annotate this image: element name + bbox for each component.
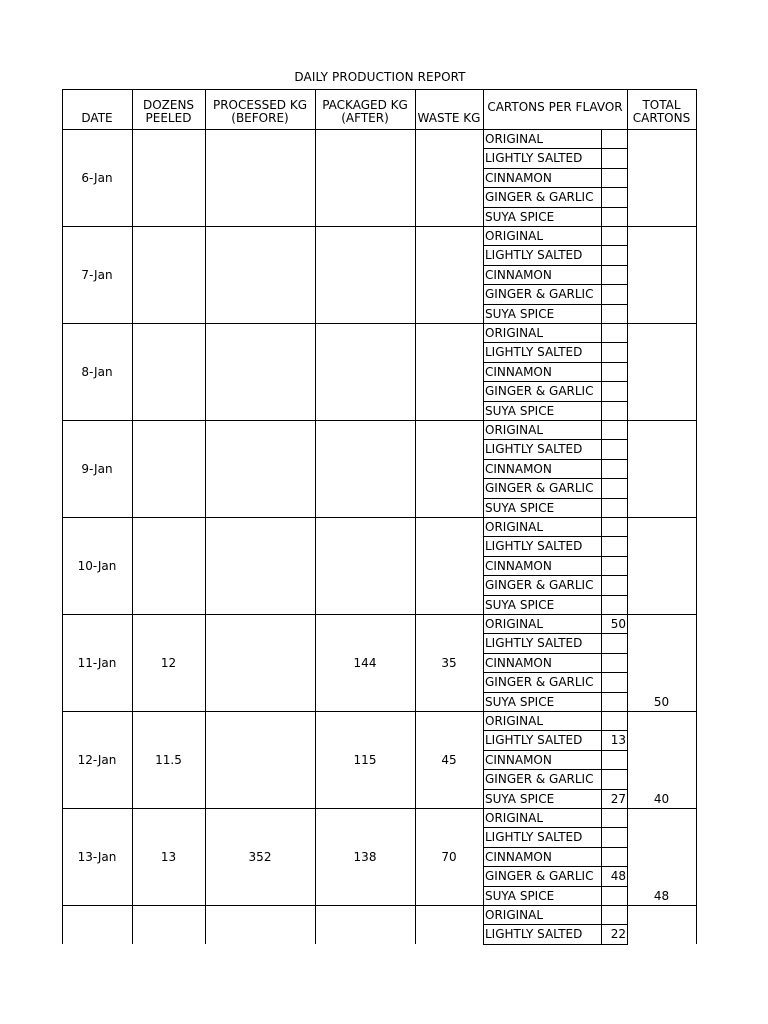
flavor-row-divider <box>483 847 628 848</box>
processed-cell <box>205 171 315 185</box>
flavor-label: ORIGINAL <box>485 714 544 728</box>
column-border <box>483 89 484 944</box>
flavor-row-divider <box>483 148 628 149</box>
flavor-row-divider <box>483 207 628 208</box>
date-cell: 6-Jan <box>81 170 113 185</box>
flavor-row-divider <box>483 168 628 169</box>
column-border <box>205 89 206 944</box>
flavor-row-divider <box>483 692 628 693</box>
processed-cell <box>205 656 315 670</box>
flavor-carton-count <box>601 713 627 729</box>
packaged-cell: 138 <box>353 849 377 864</box>
flavor-label: LIGHTLY SALTED <box>485 151 583 166</box>
flavor-label: SUYA SPICE <box>485 209 555 224</box>
flavor-carton-count <box>601 810 627 826</box>
flavor-row-divider <box>483 459 628 460</box>
flavor-label: ORIGINAL <box>485 132 544 146</box>
flavor-row-divider <box>483 924 628 925</box>
flavor-label: CINNAMON <box>485 752 552 767</box>
date-cell: 7-Jan <box>81 267 113 282</box>
flavor-label: GINGER & GARLIC <box>485 287 594 302</box>
flavor-label: CINNAMON <box>485 461 552 476</box>
flavor-carton-count <box>601 325 627 341</box>
flavor-label: SUYA SPICE <box>485 694 555 709</box>
flavor-label: GINGER & GARLIC <box>485 772 594 787</box>
waste-cell <box>415 171 483 185</box>
flavor-label: GINGER & GARLIC <box>485 384 594 399</box>
flavor-row-divider <box>483 672 628 673</box>
flavor-row-divider <box>483 750 628 751</box>
flavor-row-divider <box>483 827 628 828</box>
flavor-label: LIGHTLY SALTED <box>485 927 583 942</box>
flavor-row-divider <box>483 653 628 654</box>
flavor-carton-count <box>601 771 627 787</box>
flavor-label: SUYA SPICE <box>485 500 555 515</box>
flavor-label: GINGER & GARLIC <box>485 481 594 496</box>
processed-cell <box>205 559 315 573</box>
column-border <box>62 89 63 944</box>
flavor-row-divider <box>483 284 628 285</box>
flavor-label: LIGHTLY SALTED <box>485 248 583 263</box>
waste-cell: 45 <box>441 752 457 767</box>
waste-cell: 70 <box>441 849 457 864</box>
flavor-carton-count <box>601 829 627 845</box>
flavor-label: SUYA SPICE <box>485 306 555 321</box>
flavor-row-divider <box>483 187 628 188</box>
processed-cell <box>205 753 315 767</box>
processed-cell <box>205 268 315 282</box>
flavor-row-divider <box>483 439 628 440</box>
flavor-carton-count <box>601 635 627 651</box>
dozens-cell: 13 <box>160 849 177 864</box>
date-cell: 10-Jan <box>77 558 117 573</box>
flavor-carton-count <box>601 500 627 516</box>
waste-cell <box>415 365 483 379</box>
date-cell: 13-Jan <box>77 849 117 864</box>
table-top-border <box>62 89 697 90</box>
flavor-label: ORIGINAL <box>485 617 544 631</box>
dozens-cell <box>132 171 205 185</box>
flavor-row-divider <box>483 633 628 634</box>
flavor-carton-count <box>601 267 627 283</box>
dozens-cell <box>132 462 205 476</box>
flavor-row-divider <box>483 304 628 305</box>
dozens-cell: 11.5 <box>155 752 182 767</box>
flavor-carton-count <box>601 228 627 244</box>
flavor-label: LIGHTLY SALTED <box>485 442 583 457</box>
column-border <box>627 89 628 944</box>
total-cartons-cell: 50 <box>653 694 670 709</box>
processed-cell: 352 <box>248 849 272 864</box>
flavor-carton-count: 48 <box>610 869 626 884</box>
waste-cell <box>415 268 483 282</box>
flavor-label: ORIGINAL <box>485 520 544 534</box>
header-date: DATE <box>81 111 113 125</box>
flavor-label: ORIGINAL <box>485 229 544 243</box>
flavor-label: ORIGINAL <box>485 326 544 340</box>
flavor-row-divider <box>483 381 628 382</box>
flavor-row-divider <box>483 575 628 576</box>
date-cell: 9-Jan <box>81 461 113 476</box>
carton-count-column-border <box>601 129 602 944</box>
header-dozens-line2: PEELED <box>145 111 192 125</box>
flavor-carton-count <box>601 344 627 360</box>
date-cell: 11-Jan <box>77 655 117 670</box>
production-table <box>62 89 697 944</box>
flavor-carton-count <box>601 286 627 302</box>
flavor-row-divider <box>483 362 628 363</box>
flavor-label: LIGHTLY SALTED <box>485 345 583 360</box>
flavor-carton-count <box>601 577 627 593</box>
processed-cell <box>205 365 315 379</box>
flavor-row-divider <box>483 886 628 887</box>
flavor-carton-count <box>601 383 627 399</box>
packaged-cell: 144 <box>353 655 377 670</box>
flavor-label: CINNAMON <box>485 267 552 282</box>
dozens-cell <box>132 365 205 379</box>
flavor-row-divider <box>483 536 628 537</box>
packaged-cell <box>315 559 415 573</box>
flavor-carton-count <box>601 247 627 263</box>
total-cartons-cell <box>627 210 696 224</box>
flavor-label: LIGHTLY SALTED <box>485 539 583 554</box>
flavor-carton-count <box>601 422 627 438</box>
date-cell: 8-Jan <box>81 364 113 379</box>
flavor-label: SUYA SPICE <box>485 403 555 418</box>
flavor-row-divider <box>483 245 628 246</box>
dozens-cell: 12 <box>160 655 177 670</box>
flavor-row-divider <box>483 866 628 867</box>
packaged-cell <box>315 171 415 185</box>
flavor-row-divider <box>483 342 628 343</box>
flavor-carton-count <box>601 597 627 613</box>
header-waste: WASTE KG <box>417 111 481 125</box>
flavor-carton-count <box>601 441 627 457</box>
flavor-carton-count <box>601 538 627 554</box>
flavor-carton-count <box>601 189 627 205</box>
flavor-row-divider <box>483 789 628 790</box>
total-cartons-cell <box>627 598 696 612</box>
total-cartons-cell <box>627 501 696 515</box>
flavor-carton-count: 27 <box>610 791 626 806</box>
flavor-carton-count <box>601 849 627 865</box>
column-border <box>315 89 316 944</box>
header-cartons-per-flavor: CARTONS PER FLAVOR <box>487 100 623 114</box>
flavor-label: SUYA SPICE <box>485 888 555 903</box>
flavor-label: GINGER & GARLIC <box>485 675 594 690</box>
packaged-cell <box>315 462 415 476</box>
header-processed-line2: (BEFORE) <box>231 111 289 125</box>
flavor-label: CINNAMON <box>485 655 552 670</box>
flavor-row-divider <box>483 265 628 266</box>
dozens-cell <box>132 559 205 573</box>
header-dozens-line1: DOZENS <box>142 98 195 112</box>
flavor-carton-count <box>601 306 627 322</box>
total-cartons-cell: 40 <box>653 791 670 806</box>
flavor-carton-count: 50 <box>610 617 626 631</box>
flavor-row-divider <box>483 478 628 479</box>
flavor-label: CINNAMON <box>485 558 552 573</box>
flavor-carton-count: 13 <box>610 733 626 748</box>
flavor-label: LIGHTLY SALTED <box>485 636 583 651</box>
column-border <box>696 89 697 944</box>
waste-cell: 35 <box>441 655 457 670</box>
flavor-row-divider <box>483 730 628 731</box>
flavor-carton-count <box>601 655 627 671</box>
date-cell: 12-Jan <box>77 752 117 767</box>
flavor-carton-count <box>601 170 627 186</box>
flavor-carton-count <box>601 907 627 923</box>
packaged-cell <box>315 365 415 379</box>
header-total-line2: CARTONS <box>632 111 691 125</box>
flavor-row-divider <box>483 595 628 596</box>
header-packaged-line1: PACKAGED KG <box>322 98 408 112</box>
flavor-label: CINNAMON <box>485 364 552 379</box>
flavor-carton-count <box>601 752 627 768</box>
flavor-carton-count <box>601 209 627 225</box>
flavor-label: LIGHTLY SALTED <box>485 733 583 748</box>
flavor-carton-count <box>601 480 627 496</box>
total-cartons-cell <box>627 307 696 321</box>
flavor-carton-count <box>601 131 627 147</box>
flavor-label: ORIGINAL <box>485 423 544 437</box>
flavor-row-divider <box>483 556 628 557</box>
total-cartons-cell <box>627 404 696 418</box>
packaged-cell: 115 <box>353 752 377 767</box>
dozens-cell <box>132 268 205 282</box>
flavor-row-divider <box>483 401 628 402</box>
header-total-line1: TOTAL <box>642 98 681 112</box>
flavor-carton-count <box>601 674 627 690</box>
column-border <box>415 89 416 944</box>
header-processed-line1: PROCESSED KG <box>212 98 308 112</box>
flavor-label: ORIGINAL <box>485 908 544 922</box>
flavor-carton-count: 22 <box>610 927 626 942</box>
flavor-carton-count <box>601 461 627 477</box>
report-title: DAILY PRODUCTION REPORT <box>294 70 466 84</box>
flavor-label: ORIGINAL <box>485 811 544 825</box>
waste-cell <box>415 462 483 476</box>
flavor-label: GINGER & GARLIC <box>485 869 594 884</box>
flavor-label: GINGER & GARLIC <box>485 190 594 205</box>
flavor-row-divider <box>483 769 628 770</box>
flavor-label: CINNAMON <box>485 170 552 185</box>
flavor-carton-count <box>601 558 627 574</box>
flavor-label: GINGER & GARLIC <box>485 578 594 593</box>
flavor-label: SUYA SPICE <box>485 791 555 806</box>
flavor-carton-count <box>601 364 627 380</box>
flavor-label: CINNAMON <box>485 849 552 864</box>
total-cartons-cell: 48 <box>653 888 670 903</box>
flavor-row-divider <box>483 498 628 499</box>
flavor-label: LIGHTLY SALTED <box>485 830 583 845</box>
packaged-cell <box>315 268 415 282</box>
flavor-row-divider <box>483 944 628 945</box>
flavor-carton-count <box>601 403 627 419</box>
column-border <box>132 89 133 944</box>
flavor-carton-count <box>601 888 627 904</box>
flavor-carton-count <box>601 694 627 710</box>
flavor-label: SUYA SPICE <box>485 597 555 612</box>
waste-cell <box>415 559 483 573</box>
flavor-carton-count <box>601 519 627 535</box>
flavor-carton-count <box>601 150 627 166</box>
processed-cell <box>205 462 315 476</box>
header-packaged-line2: (AFTER) <box>341 111 389 125</box>
